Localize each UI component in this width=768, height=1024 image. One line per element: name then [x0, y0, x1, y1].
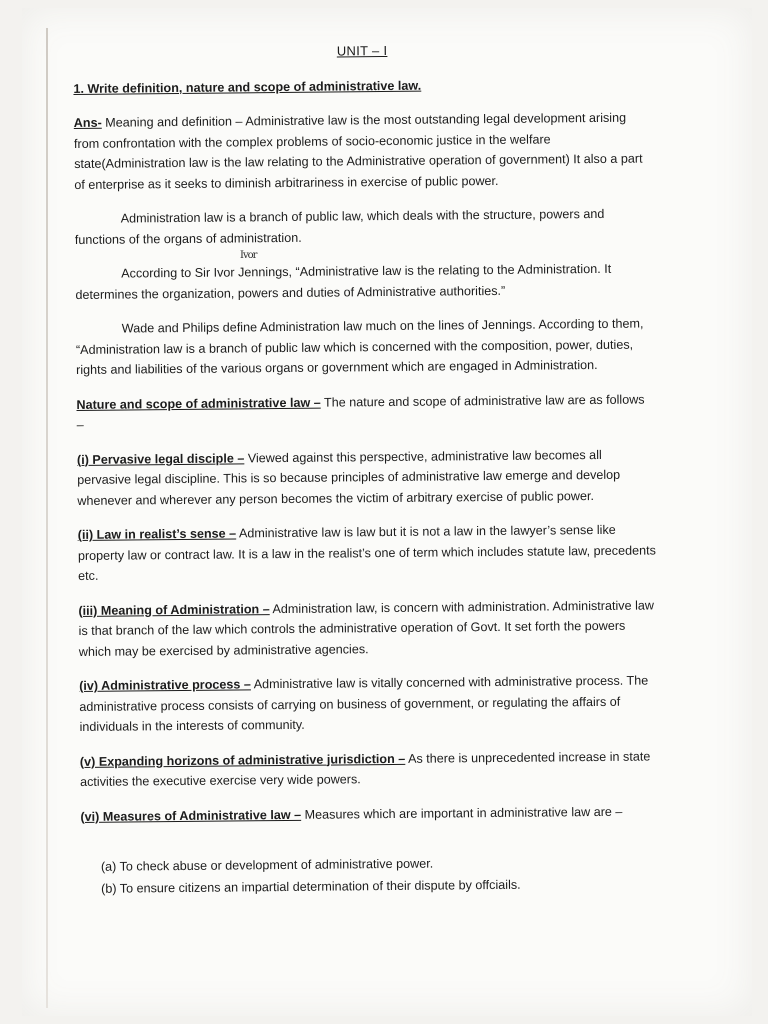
point-text: Administration law, is concern with administration. Administrative law is that branch of the law which controls the administrative operation of Govt. It set forth the powers which may be exercised by administrative agencies. — [78, 597, 655, 659]
nature-scope-text: The nature and scope of administrative law are as follows – — [76, 392, 645, 432]
point-paragraph — [78, 595, 657, 662]
point-paragraph — [80, 746, 658, 793]
point-heading: (i) Pervasive legal disciple – — [76, 450, 245, 467]
measures-list — [101, 851, 659, 898]
answer-label: Ans- — [73, 115, 102, 130]
point-heading: (v) Expanding horizons of administrative jurisdiction – — [79, 751, 406, 769]
list-item: (b) To ensure citizens an impartial determination of their dispute by offciails. — [101, 877, 521, 896]
point-text: As there is unprecedented increase in state activities the executive exercise very wide powers. — [80, 748, 651, 789]
point-text: Viewed against this perspective, administrative law becomes all pervasive legal discipline. This is so because principles of administrative law emerge and develop whenever and wherever any person becomes the victim of arbitrary exercise of public power. — [77, 447, 621, 508]
nature-scope-paragraph — [76, 389, 654, 436]
page-edge-shadow — [46, 28, 48, 1008]
point-text: Measures which are important in administrative law are – — [301, 804, 623, 822]
paragraph-jennings: According to Sir Ivor Jennings, “Administrative law is the relating to the Administration. It determines the organization, powers and duties of Administrative authorities.” — [75, 261, 612, 302]
paragraph-wade-philips: Wade and Philips define Administration law much on the lines of Jennings. According to them, “Administration law is a branch of public law which is concerned with the composition, power, duties, rights and liabilities of the various organs or government which are engaged in Administration. — [75, 316, 644, 377]
point-paragraph — [80, 801, 658, 827]
answer-paragraph — [74, 107, 653, 195]
document-content — [73, 38, 659, 900]
handwritten-annotation: Ivor — [240, 250, 257, 261]
point-heading: (iv) Administrative process – — [79, 677, 251, 693]
question-heading: 1. Write definition, nature and scope of administrative law. — [73, 78, 422, 96]
unit-title: UNIT – I — [336, 42, 388, 59]
point-text: Administrative law is law but it is not a law in the lawyer’s sense like property law or contract law. It is a law in the realist’s one of term which includes statute law, precedents etc. — [77, 522, 656, 583]
answer-text: Meaning and definition – Administrative law is the most outstanding legal development arising from confrontation with the complex problems of socio-economic justice in the welfare state(Administration law is the law relating to the Administrative operation of government) It also a part of enterprise as it seeks to diminish arbitrariness in exercise of public power. — [73, 110, 643, 192]
nature-scope-heading: Nature and scope of administrative law – — [76, 395, 321, 412]
point-heading: (iii) Meaning of Administration – — [78, 601, 270, 618]
point-heading: (ii) Law in realist’s sense – — [77, 526, 237, 542]
point-paragraph — [79, 670, 658, 737]
point-heading: (vi) Measures of Administrative law – — [80, 807, 302, 824]
list-item: (a) To check abuse or development of administrative power. — [100, 856, 434, 874]
point-paragraph — [77, 444, 656, 511]
paragraph-definition: Administration law is a branch of public law, which deals with the structure, powers and functions of the organs of administration. — [74, 206, 605, 247]
point-text: Administrative law is vitally concerned with administrative process. The administrative process consists of carrying on business of government, or regulating the affairs of individuals in the interests of community. — [79, 673, 649, 734]
point-paragraph — [78, 519, 657, 586]
